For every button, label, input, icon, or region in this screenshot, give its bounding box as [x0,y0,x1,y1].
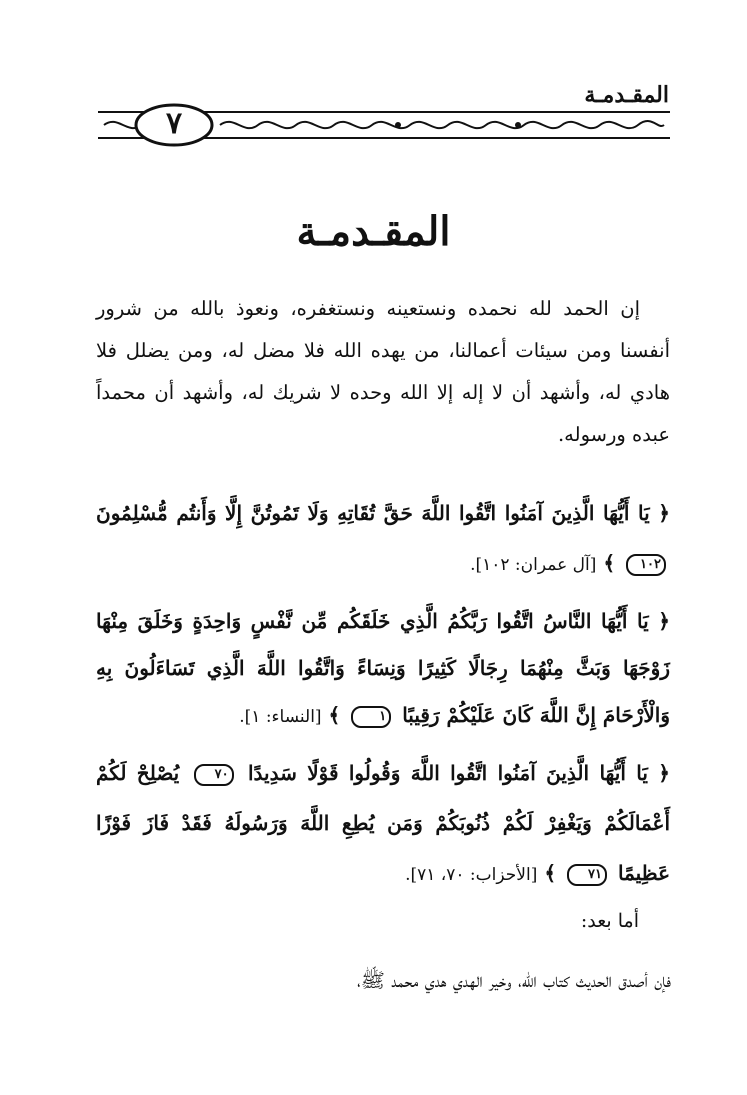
verse-block-3 [96,748,670,900]
verse-text-continued: يُصْلِحْ لَكُمْ أَعْمَالَكُمْ وَيَغْفِرْ لَكُمْ ذُنُوبَكُمْ وَمَن يُطِعِ اللَّهَ وَرَسُولَهُ فَقَدْ فَازَ فَوْزًا عَظِيمًا [96,761,670,885]
verse-open-bracket: ﴿ [658,761,670,785]
running-header-title: المقـدمـة [584,82,669,108]
verse-block-2 [96,598,670,741]
ayah-number-marker: ٧١ [567,864,607,886]
verse-text: يَا أَيُّهَا الَّذِينَ آمَنُوا اتَّقُوا اللَّهَ حَقَّ تُقَاتِهِ وَلَا تَمُوتُنَّ إِلَّا وَأَنتُم مُّسْلِمُونَ [96,501,650,525]
page-number: ٧ [165,105,183,141]
verse-reference: [آل عمران: ١٠٢]. [470,555,597,575]
verse-close-bracket: ﴾ [603,551,616,575]
ayah-number-marker: ٧٠ [194,764,234,786]
verse-reference: [الأحزاب: ٧٠، ٧١]. [405,865,538,885]
ayah-number-marker: ١٠٢ [626,554,666,576]
verse-block-1 [96,488,670,590]
verse-text: يَا أَيُّهَا النَّاسُ اتَّقُوا رَبَّكُمُ الَّذِي خَلَقَكُم مِّن نَّفْسٍ وَاحِدَةٍ وَخَلَقَ مِنْهَا زَوْجَهَا وَبَثَّ مِنْهُمَا رِجَالًا كَثِيرًا وَنِسَاءً وَاتَّقُوا اللَّهَ الَّذِي تَسَاءَلُونَ بِهِ وَالْأَرْحَامَ إِنَّ اللَّهَ كَانَ عَلَيْكُمْ رَقِيبًا [96,609,670,727]
verse-text: يَا أَيُّهَا الَّذِينَ آمَنُوا اتَّقُوا اللَّهَ وَقُولُوا قَوْلًا سَدِيدًا [247,761,648,785]
ayah-number-marker: ١ [351,706,391,728]
verse-reference: [النساء: ١]. [239,707,322,727]
verse-open-bracket: ﴿ [658,609,671,633]
intro-text: إن الحمد لله نحمده ونستعينه ونستغفره، ونعوذ بالله من شرور أنفسنا ومن سيئات أعمالنا، من يهده الله فلا مضل له، ومن يضلل فلا هادي له، وأشهد أن لا إله إلا الله وحده لا شريك له، وأشهد أن محمداً عبده ورسوله. [96,297,670,446]
verse-close-bracket: ﴾ [544,861,557,885]
intro-paragraph [96,288,670,456]
verse-open-bracket: ﴿ [658,501,670,525]
final-paragraph-line: فإن أصدق الحديث كتاب الله، وخير الهدي هدي محمد ﷺ، [356,968,671,992]
amma-baad-heading: أما بعد: [580,910,639,932]
chapter-title: المقـدمـة [296,208,451,255]
verse-close-bracket: ﴾ [328,703,341,727]
